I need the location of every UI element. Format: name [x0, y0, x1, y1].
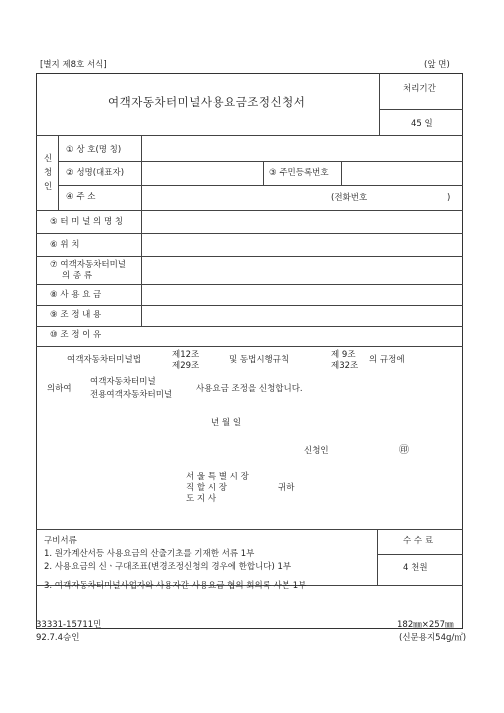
title-divider — [379, 73, 380, 135]
date-line: 년 월 일 — [211, 418, 242, 428]
statement-request: 사용요금 조정을 신청합니다. — [196, 384, 303, 394]
footer-paper: (신문용지54g/㎡) — [399, 633, 467, 643]
required-doc-2: 2. 사용요금의 신ㆍ구대조표(변경조정신청의 경우에 한합니다) 1부 — [44, 562, 292, 572]
recipient-seoul: 서 울 특 별 시 장 — [186, 472, 249, 482]
required-doc-3: 3. 여객자동차터미널사업자와 사용자간 사용요금 협의 회의록 사본 1부 — [44, 581, 307, 591]
representative-label: ② 성명(대표자) — [66, 168, 125, 178]
terminal-type-label-1: ⑦ 여객자동차터미널 — [50, 260, 127, 270]
form-frame — [36, 73, 463, 629]
reason-label: ⑩ 조 정 이 유 — [50, 330, 102, 340]
mid-col-line — [263, 161, 264, 185]
row-line — [36, 210, 463, 211]
row-line — [58, 185, 463, 186]
mid-col-line-2 — [341, 161, 342, 185]
statement-rule: 및 동법시행규칙 — [229, 355, 290, 365]
row-line — [36, 305, 463, 306]
form-number: [별지 제8호 서식] — [40, 60, 107, 70]
recipient-city: 직 할 시 장 — [186, 483, 227, 493]
location-label: ⑥ 위 치 — [50, 240, 80, 250]
statement-law: 여객자동차터미널법 — [67, 355, 141, 365]
processing-label: 처리기간 — [403, 84, 436, 94]
footer-approved: 92.7.4승인 — [36, 633, 80, 643]
row-line — [36, 529, 463, 530]
required-docs-title: 구비서류 — [44, 536, 77, 546]
label-col-line — [141, 135, 142, 326]
processing-value: 45 일 — [411, 119, 433, 129]
required-doc-1: 1. 원가계산서등 사용요금의 산출기초를 기재한 서류 1부 — [44, 549, 255, 559]
applicant-label-2: 청 — [44, 168, 53, 178]
statement-article-3: 제 9조 — [331, 350, 356, 360]
page-side-label: (앞 면) — [424, 60, 450, 70]
footer-code: 33331-15711민 — [36, 620, 102, 630]
seal-mark: ㊞ — [399, 445, 409, 456]
recipient-province: 도 지 사 — [186, 494, 217, 504]
row-line — [58, 161, 463, 162]
fee-label: ⑧ 사 용 요 금 — [50, 290, 102, 300]
form-title: 여객자동차터미널사용요금조정신청서 — [108, 95, 306, 109]
footer-size: 182㎜×257㎜ — [397, 620, 454, 630]
applicant-signature-label: 신청인 — [304, 446, 329, 456]
row-line — [36, 233, 463, 234]
applicant-label-1: 신 — [44, 154, 53, 164]
applicant-label-3: 인 — [44, 182, 53, 192]
row-line — [36, 256, 463, 257]
applicant-col-line — [58, 135, 59, 210]
statement-article-2: 제29조 — [172, 361, 200, 371]
business-name-label: ① 상 호(명 칭) — [66, 145, 122, 155]
row-line — [36, 135, 463, 136]
fee-col-line — [377, 529, 378, 585]
address-label: ④ 주 소 — [66, 192, 96, 202]
fee-box-label: 수 수 료 — [403, 536, 434, 546]
row-line — [36, 346, 463, 347]
statement-article-4: 제32조 — [331, 361, 359, 371]
fee-box-value: 4 천원 — [403, 563, 428, 573]
terminal-type-label-2: 의 종 류 — [62, 271, 93, 281]
fee-divider — [377, 554, 463, 555]
terminal-name-label: ⑤ 터 미 널 의 명 칭 — [50, 217, 124, 227]
processing-divider — [379, 109, 463, 110]
statement-option-1: 여객자동차터미널 — [90, 377, 156, 387]
row-line — [36, 284, 463, 285]
row-line — [36, 326, 463, 327]
registration-number-label: ③ 주민등록번호 — [269, 168, 329, 178]
recipient-honorific: 귀하 — [278, 483, 295, 493]
statement-option-2: 전용여객자동차터미널 — [90, 390, 173, 400]
statement-per: 의 규정에 — [369, 355, 405, 365]
statement-by: 의하여 — [47, 384, 72, 394]
statement-article-1: 제12조 — [172, 350, 200, 360]
adjustment-label: ⑨ 조 정 내 용 — [50, 310, 102, 320]
phone-close: ) — [447, 193, 451, 203]
phone-label: (전화번호 — [331, 193, 368, 203]
